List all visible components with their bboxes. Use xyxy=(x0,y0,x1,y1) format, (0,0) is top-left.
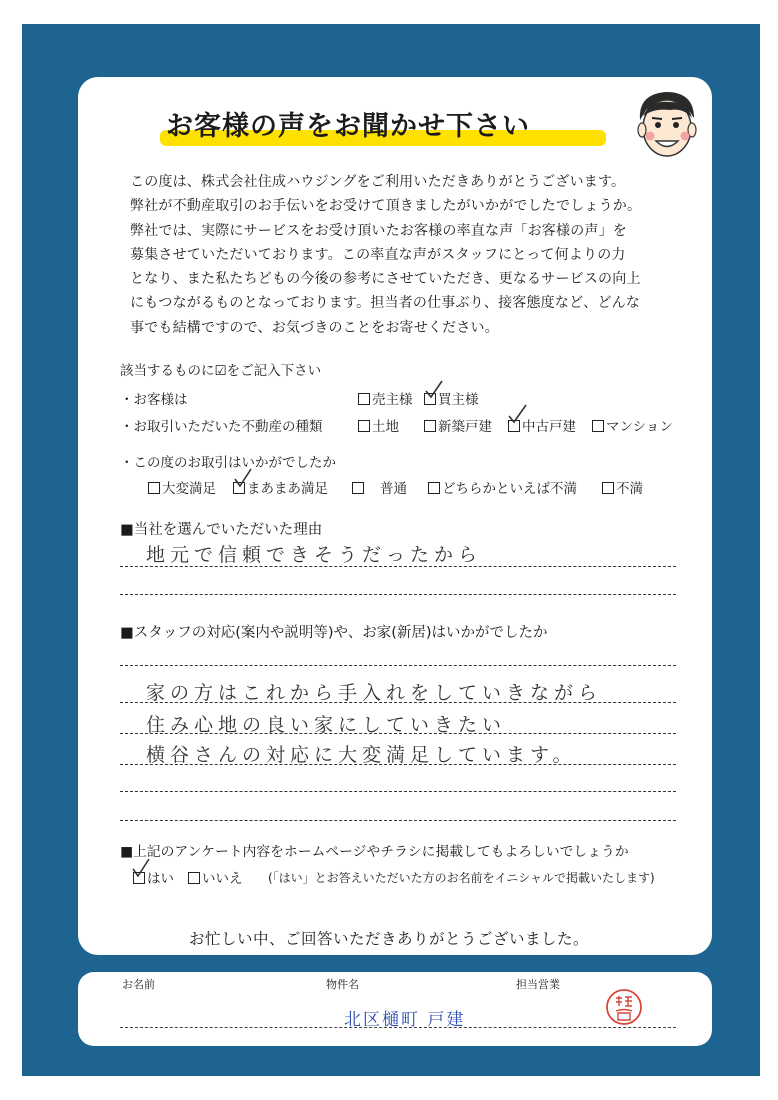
staff-heading: ■スタッフの対応(案内や説明等)や、お家(新居)はいかがでしたか xyxy=(120,625,548,641)
checkbox xyxy=(602,482,614,494)
property-label: 物件名 xyxy=(326,978,359,991)
option-no[interactable]: いいえ xyxy=(188,867,243,887)
check-mark-icon xyxy=(507,404,527,424)
option-buyer[interactable]: 買主様 xyxy=(424,388,479,408)
intro-line: にもつながるものとなっております。担当者の仕事ぶり、接客態度など、どんな xyxy=(130,295,641,312)
property-type-label: ・お取引いただいた不動産の種類 xyxy=(120,419,323,435)
option-dissatisfied[interactable]: 不満 xyxy=(602,477,643,497)
title-block xyxy=(160,102,610,152)
answer-line xyxy=(120,566,676,567)
intro-text xyxy=(130,170,686,340)
option-yes[interactable]: はい xyxy=(133,867,174,887)
closing-message: お忙しい中、ご回答いただきありがとうございました。 xyxy=(188,930,589,948)
option-very-satisfied[interactable]: 大変満足 xyxy=(148,477,216,497)
customer-type-label: ・お客様は xyxy=(120,392,188,408)
property-value[interactable]: 北区樋町 戸建 xyxy=(344,1010,466,1030)
intro-line: となり、また私たちどもの今後の参考にさせていただき、更なるサービスの向上 xyxy=(130,271,641,288)
checkbox xyxy=(358,393,370,405)
publish-heading: ■上記のアンケート内容をホームページやチラシに掲載してもよろしいでしょうか xyxy=(120,844,629,860)
option-seller[interactable]: 売主様 xyxy=(358,388,413,408)
satisfaction-label: ・この度のお取引はいかがでしたか xyxy=(120,455,336,471)
option-condo[interactable]: マンション xyxy=(592,415,673,435)
option-used-house[interactable]: 中古戸建 xyxy=(508,415,576,435)
footer-line xyxy=(120,1027,676,1028)
answer-line xyxy=(120,764,676,765)
staff-answer-line[interactable]: 住み心地の良い家にしていきたい xyxy=(146,714,507,736)
staff-seal-stamp xyxy=(604,987,644,1027)
intro-line: 募集させていただいております。この率直な声がスタッフにとって何よりの力 xyxy=(130,246,626,263)
answer-line xyxy=(120,791,676,792)
page-title: お客様の声をお聞かせ下さい xyxy=(166,111,530,142)
staff-answer-line[interactable]: 家の方はこれから手入れをしていきながら xyxy=(146,682,603,704)
option-somewhat-satisfied[interactable]: まあまあ満足 xyxy=(233,477,328,497)
checkbox xyxy=(148,482,160,494)
check-mark-icon xyxy=(131,858,151,878)
check-mark-icon xyxy=(424,380,444,400)
intro-line: 事でも結構ですので、お気づきのことをお寄せください。 xyxy=(130,319,499,336)
answer-line xyxy=(120,702,676,703)
option-new-house[interactable]: 新築戸建 xyxy=(424,415,492,435)
option-land[interactable]: 土地 xyxy=(358,415,399,435)
check-mark-icon xyxy=(233,468,253,488)
answer-line xyxy=(120,665,676,666)
answer-line xyxy=(120,594,676,595)
option-neutral[interactable]: 普通 xyxy=(352,477,407,497)
option-somewhat-dissatisfied[interactable]: どちらかといえば不満 xyxy=(428,477,577,497)
reason-answer[interactable]: 地元で信頼できそうだったから xyxy=(146,544,483,566)
answer-line xyxy=(120,820,676,821)
staff-label: 担当営業 xyxy=(516,978,560,991)
publish-note: (「はい」とお答えいただいた方のお名前をイニシャルで掲載いたします) xyxy=(268,871,655,885)
reason-heading: ■当社を選んでいただいた理由 xyxy=(120,522,323,538)
checkbox xyxy=(352,482,364,494)
name-label: お名前 xyxy=(122,978,155,991)
intro-line: 弊社では、実際にサービスをお受け頂いたお客様の率直な声「お客様の声」を xyxy=(130,222,627,239)
answer-line xyxy=(120,733,676,734)
intro-line: 弊社が不動産取引のお手伝いをお受けて頂きましたがいかがでしたでしょうか。 xyxy=(130,198,642,215)
checkbox xyxy=(358,420,370,432)
checkbox xyxy=(424,420,436,432)
instruction-text: 該当するものに☑をご記入下さい xyxy=(120,363,322,379)
mascot-face-icon xyxy=(630,86,704,164)
checkbox xyxy=(188,872,200,884)
intro-line: この度は、株式会社住成ハウジングをご利用いただきありがとうございます。 xyxy=(130,174,626,190)
checkbox xyxy=(428,482,440,494)
checkbox xyxy=(592,420,604,432)
staff-answer-line[interactable]: 横谷さんの対応に大変満足しています。 xyxy=(146,744,577,766)
